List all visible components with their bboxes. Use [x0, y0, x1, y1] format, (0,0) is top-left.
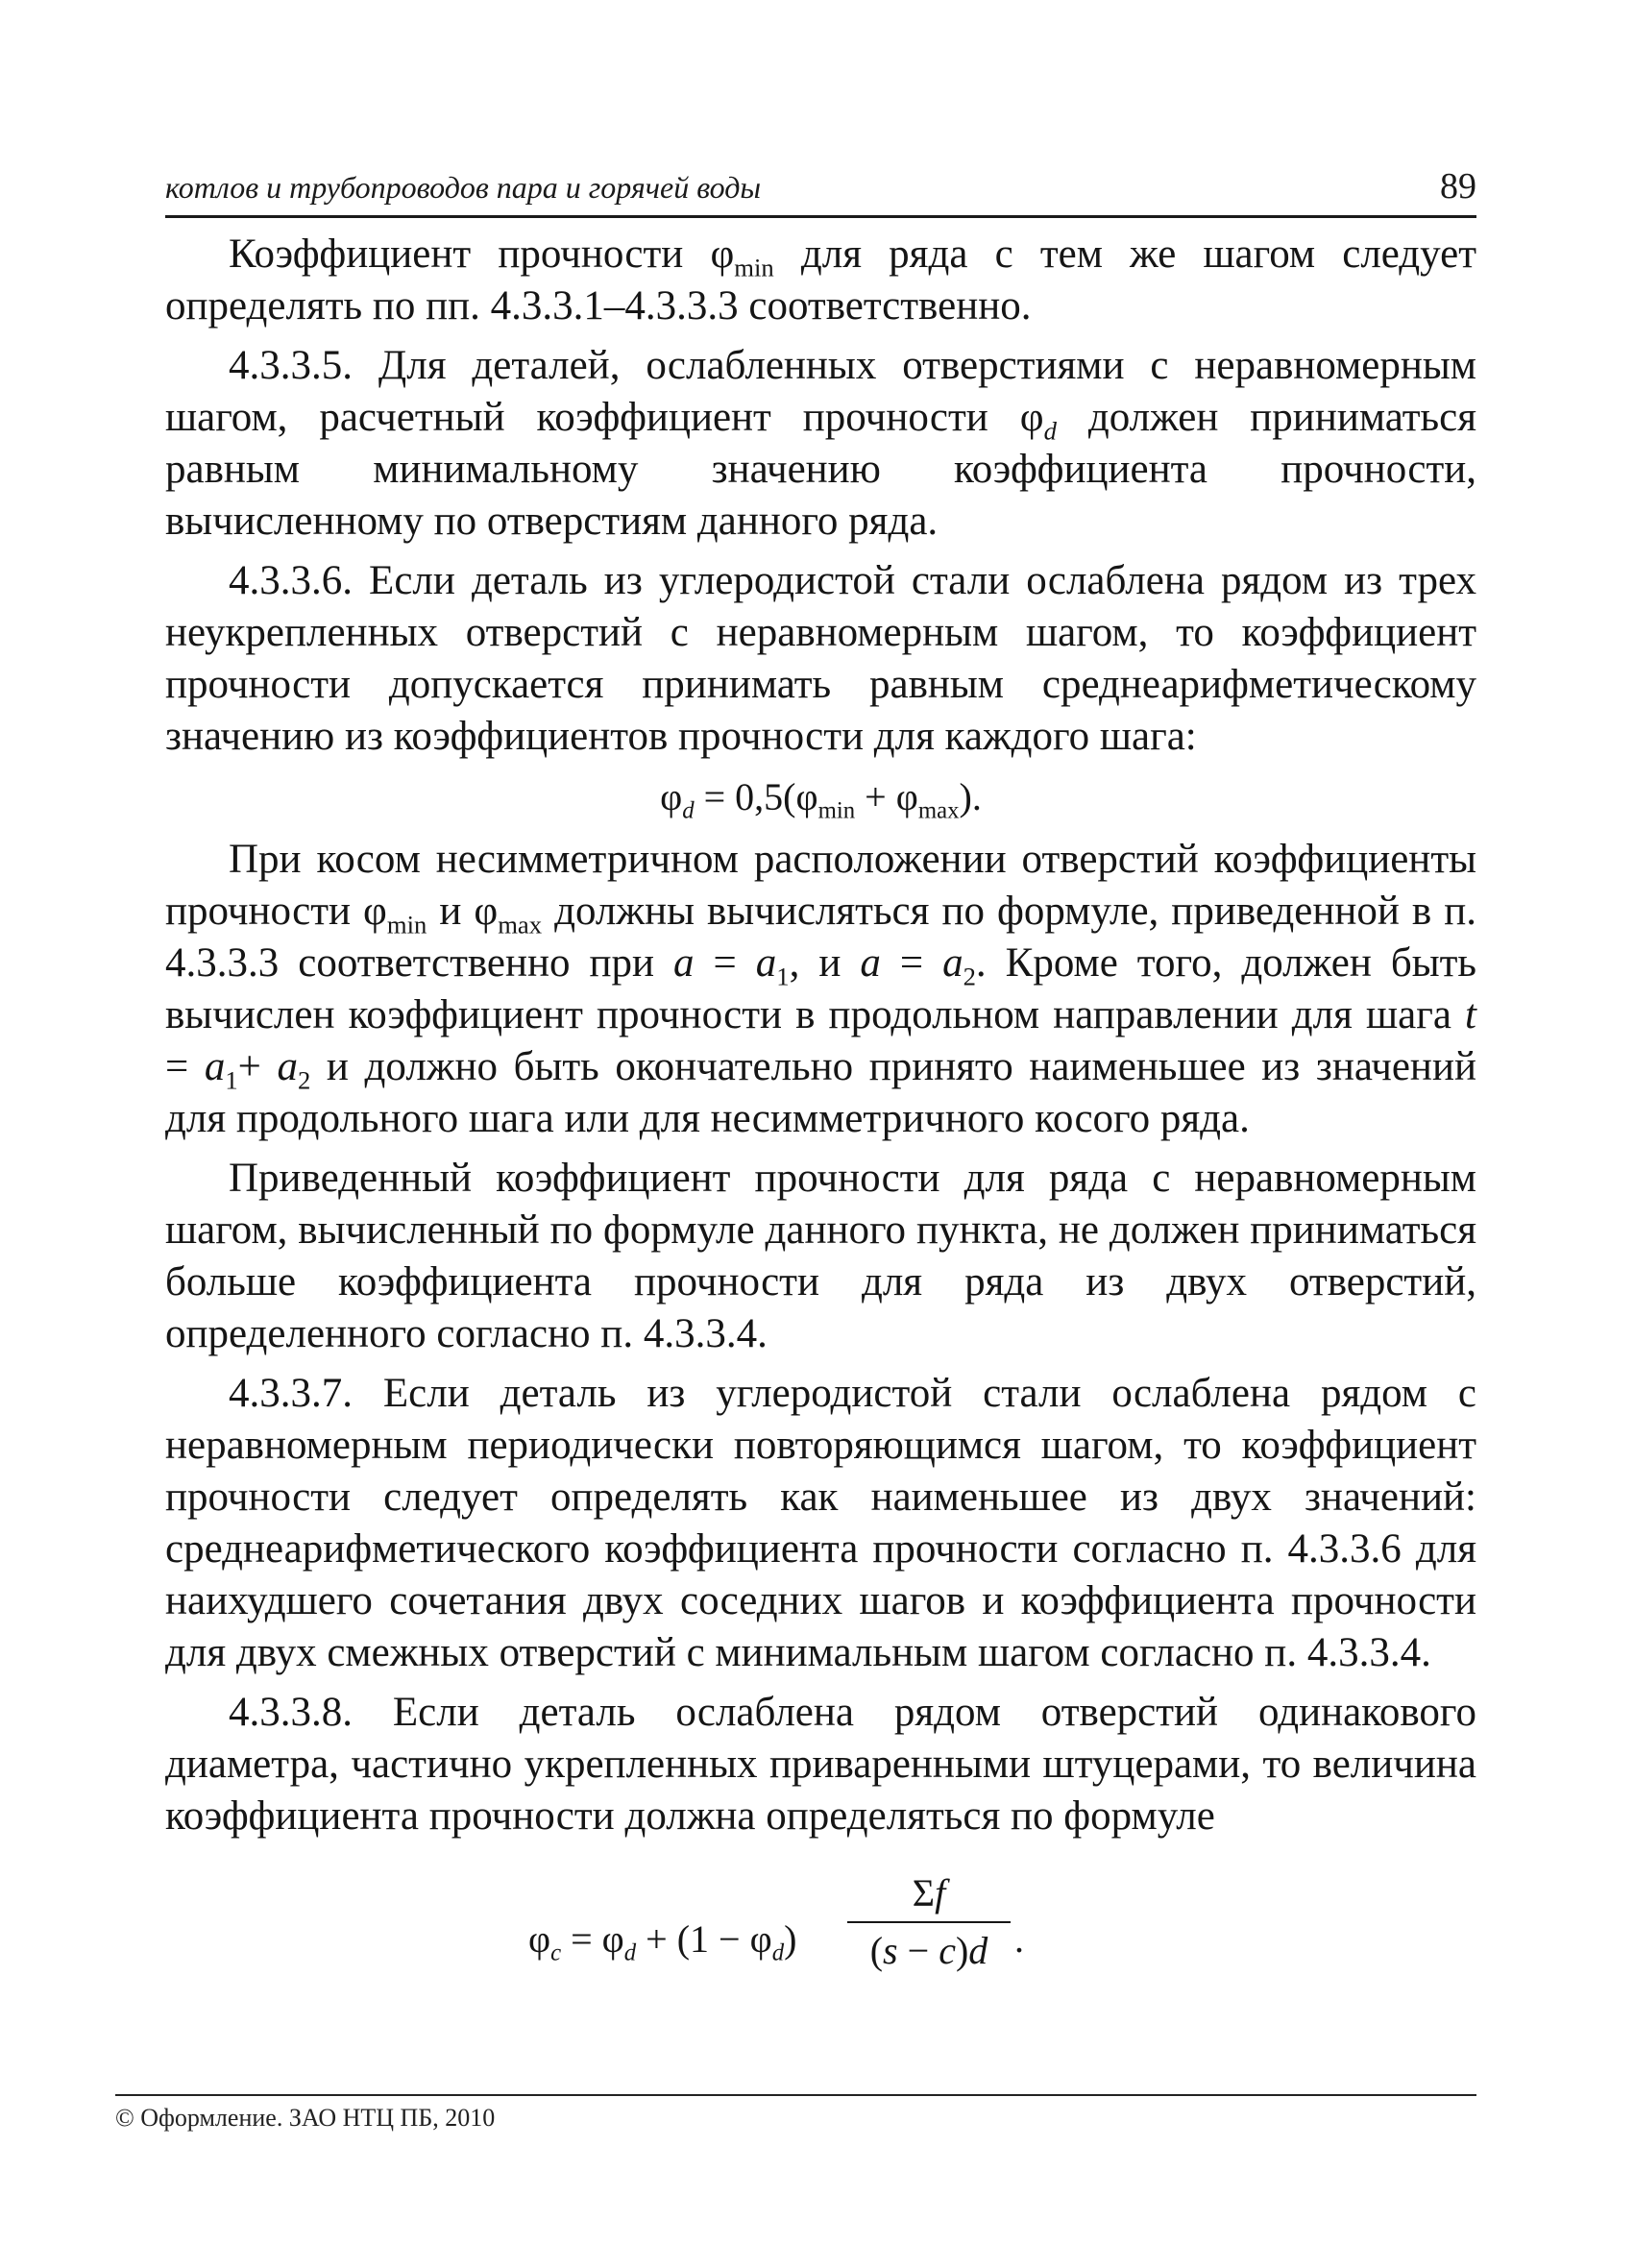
footer-rule [115, 2094, 1476, 2096]
formula-phi-d: $\varphi_d = 0,5(\varphi_{min} + \varphi_{max})$. [660, 775, 982, 824]
fraction-denominator: (s − c)d [869, 1929, 988, 1972]
page-body [165, 229, 1476, 2021]
paragraph-oblique-rows: При косом несимметричном расположении отверстий коэффициенты прочности $\varphi_{min}$ и $\varphi_{max}$ должны вычисляться по формуле, приведенной в п. 4.3.3.3 соответственно при $a = a_1$, и $a = a_2$. Кроме того, должен быть вычислен коэффициент прочности в продольном направлении для шага $t = a_1+ a_2$ и должно быть окончательно принято наименьшее из значений для продольного шага или для несимметричного косого ряда. [165, 837, 1476, 1141]
paragraph-1: Коэффициент прочности $\varphi_{min}$ для ряда с тем же шагом следует определять по пп. 4.3.3.1–4.3.3.3 соответственно. [165, 232, 1476, 329]
running-header [165, 163, 1476, 213]
page-number: 89 [1440, 166, 1476, 207]
paragraph-4-3-3-6: 4.3.3.6. Если деталь из углеродистой стали ослаблена рядом из трех неукрепленных отверстий с неравномерным шагом, то коэффициент прочности допускается принимать равным среднеарифметическому значению из коэффициентов прочности для каждого шага: [165, 558, 1476, 759]
formula-phi-c-left: $\varphi_c = \varphi_d + (1 - \varphi_d)$ [528, 1917, 797, 1966]
footer-copyright: © Оформление. ЗАО НТЦ ПБ, 2010 [115, 2104, 496, 2132]
paragraph-4-3-3-5: 4.3.3.5. Для деталей, ослабленных отверстиями с неравномерным шагом, расчетный коэффициент прочности $\varphi_d$ должен приниматься равным минимальному значению коэффициента прочности, вычисленному по отверстиям данного ряда. [165, 343, 1476, 544]
paragraph-4-3-3-8: 4.3.3.8. Если деталь ослаблена рядом отверстий одинакового диаметра, частично укрепленных приваренными штуцерами, то величина коэффициента прочности должна определяться по формуле [165, 1690, 1476, 1839]
header-title: котлов и трубопроводов пара и горячей воды [165, 170, 762, 205]
paragraph-4-3-3-7: 4.3.3.7. Если деталь из углеродистой стали ослаблена рядом с неравномерным периодически повторяющимся шагом, то коэффициент прочности следует определять как наименьшее из двух значений: среднеарифметического коэффициента прочности согласно п. 4.3.3.6 для наихудшего сочетания двух соседних шагов и коэффициента прочности для двух смежных отверстий с минимальным шагом согласно п. 4.3.3.4. [165, 1371, 1476, 1675]
formula-phi-c-fraction [847, 1867, 1011, 1977]
paragraph-reduced-coefficient: Приведенный коэффициент прочности для ряда с неравномерным шагом, вычисленный по формуле данного пункта, не должен приниматься больше коэффициента прочности для ряда из двух отверстий, определенного согласно п. 4.3.3.4. [165, 1156, 1476, 1356]
formula-phi-c-period: . [1014, 1917, 1024, 1961]
fraction-numerator: Σf [847, 1867, 1011, 1923]
header-rule [165, 215, 1476, 218]
formula-phi-c [165, 1858, 1476, 2021]
